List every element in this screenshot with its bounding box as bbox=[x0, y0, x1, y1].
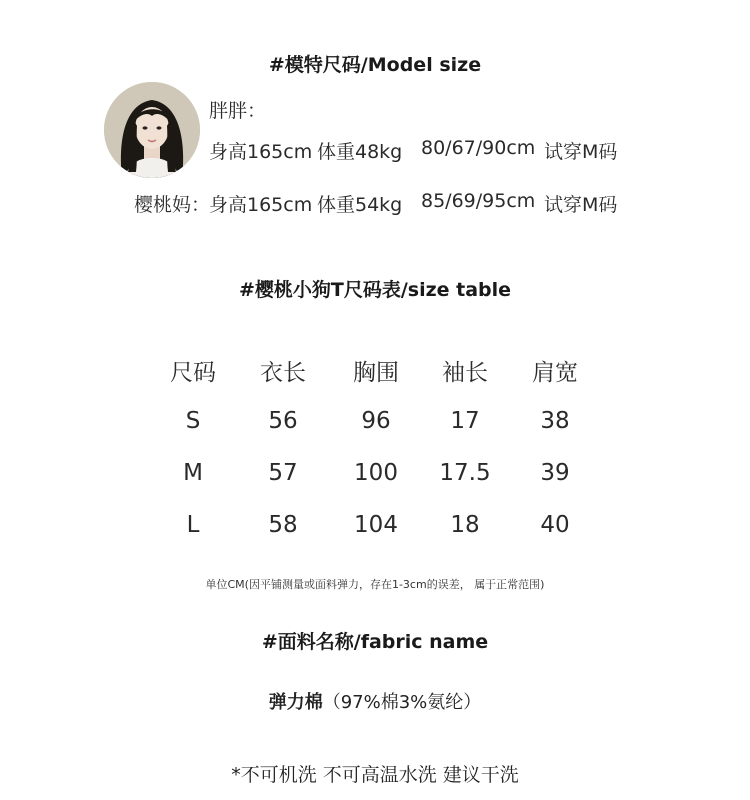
model1-height: 身高165cm bbox=[209, 141, 313, 163]
model2-name: 樱桃妈： bbox=[134, 194, 211, 216]
measurement-note: 单位CM(因平铺测量或面料弹力，存在1-3cm的误差， 属于正常范围) bbox=[205, 578, 545, 591]
table-cell: 58 bbox=[268, 512, 298, 538]
table-cell: 57 bbox=[268, 460, 298, 486]
table-cell: 100 bbox=[354, 460, 398, 486]
table-header-size: 尺码 bbox=[170, 360, 216, 386]
table-header-chest: 胸围 bbox=[353, 360, 399, 386]
model1-try-size: 试穿M码 bbox=[544, 141, 618, 163]
model2-measurements: 85/69/95cm bbox=[421, 190, 536, 212]
fabric-heading: #面料名称/fabric name bbox=[261, 631, 489, 653]
table-cell: 38 bbox=[540, 408, 570, 434]
size-table-heading: #樱桃小狗T尺码表/size table bbox=[238, 279, 512, 301]
table-cell: 40 bbox=[540, 512, 570, 538]
table-header-length: 衣长 bbox=[260, 360, 306, 386]
model1-name: 胖胖： bbox=[209, 100, 267, 122]
table-cell: 18 bbox=[450, 512, 480, 538]
model2-weight: 体重54kg bbox=[317, 194, 403, 216]
model2-try-size: 试穿M码 bbox=[544, 194, 618, 216]
table-cell: M bbox=[183, 460, 203, 486]
care-instructions: *不可机洗 不可高温水洗 建议干洗 bbox=[231, 764, 519, 786]
model1-measurements: 80/67/90cm bbox=[421, 137, 536, 159]
table-cell: 17.5 bbox=[439, 460, 491, 486]
fabric-name: 弹力棉 bbox=[268, 692, 323, 713]
fabric-composition: （97%棉3%氨纶） bbox=[322, 692, 482, 713]
model-size-heading: #模特尺码/Model size bbox=[268, 54, 482, 76]
model1-weight: 体重48kg bbox=[317, 141, 403, 163]
table-cell: 17 bbox=[450, 408, 480, 434]
table-cell: 39 bbox=[540, 460, 570, 486]
model-avatar bbox=[104, 82, 200, 178]
table-cell: 96 bbox=[361, 408, 391, 434]
fabric-info bbox=[0, 688, 750, 714]
model2-height: 身高165cm bbox=[209, 194, 313, 216]
table-cell: L bbox=[186, 512, 200, 538]
table-header-sleeve: 袖长 bbox=[442, 360, 488, 386]
table-cell: 56 bbox=[268, 408, 298, 434]
table-cell: 104 bbox=[354, 512, 398, 538]
table-header-shoulder: 肩宽 bbox=[532, 360, 578, 386]
model-portrait-image bbox=[104, 82, 200, 178]
table-cell: S bbox=[185, 408, 201, 434]
